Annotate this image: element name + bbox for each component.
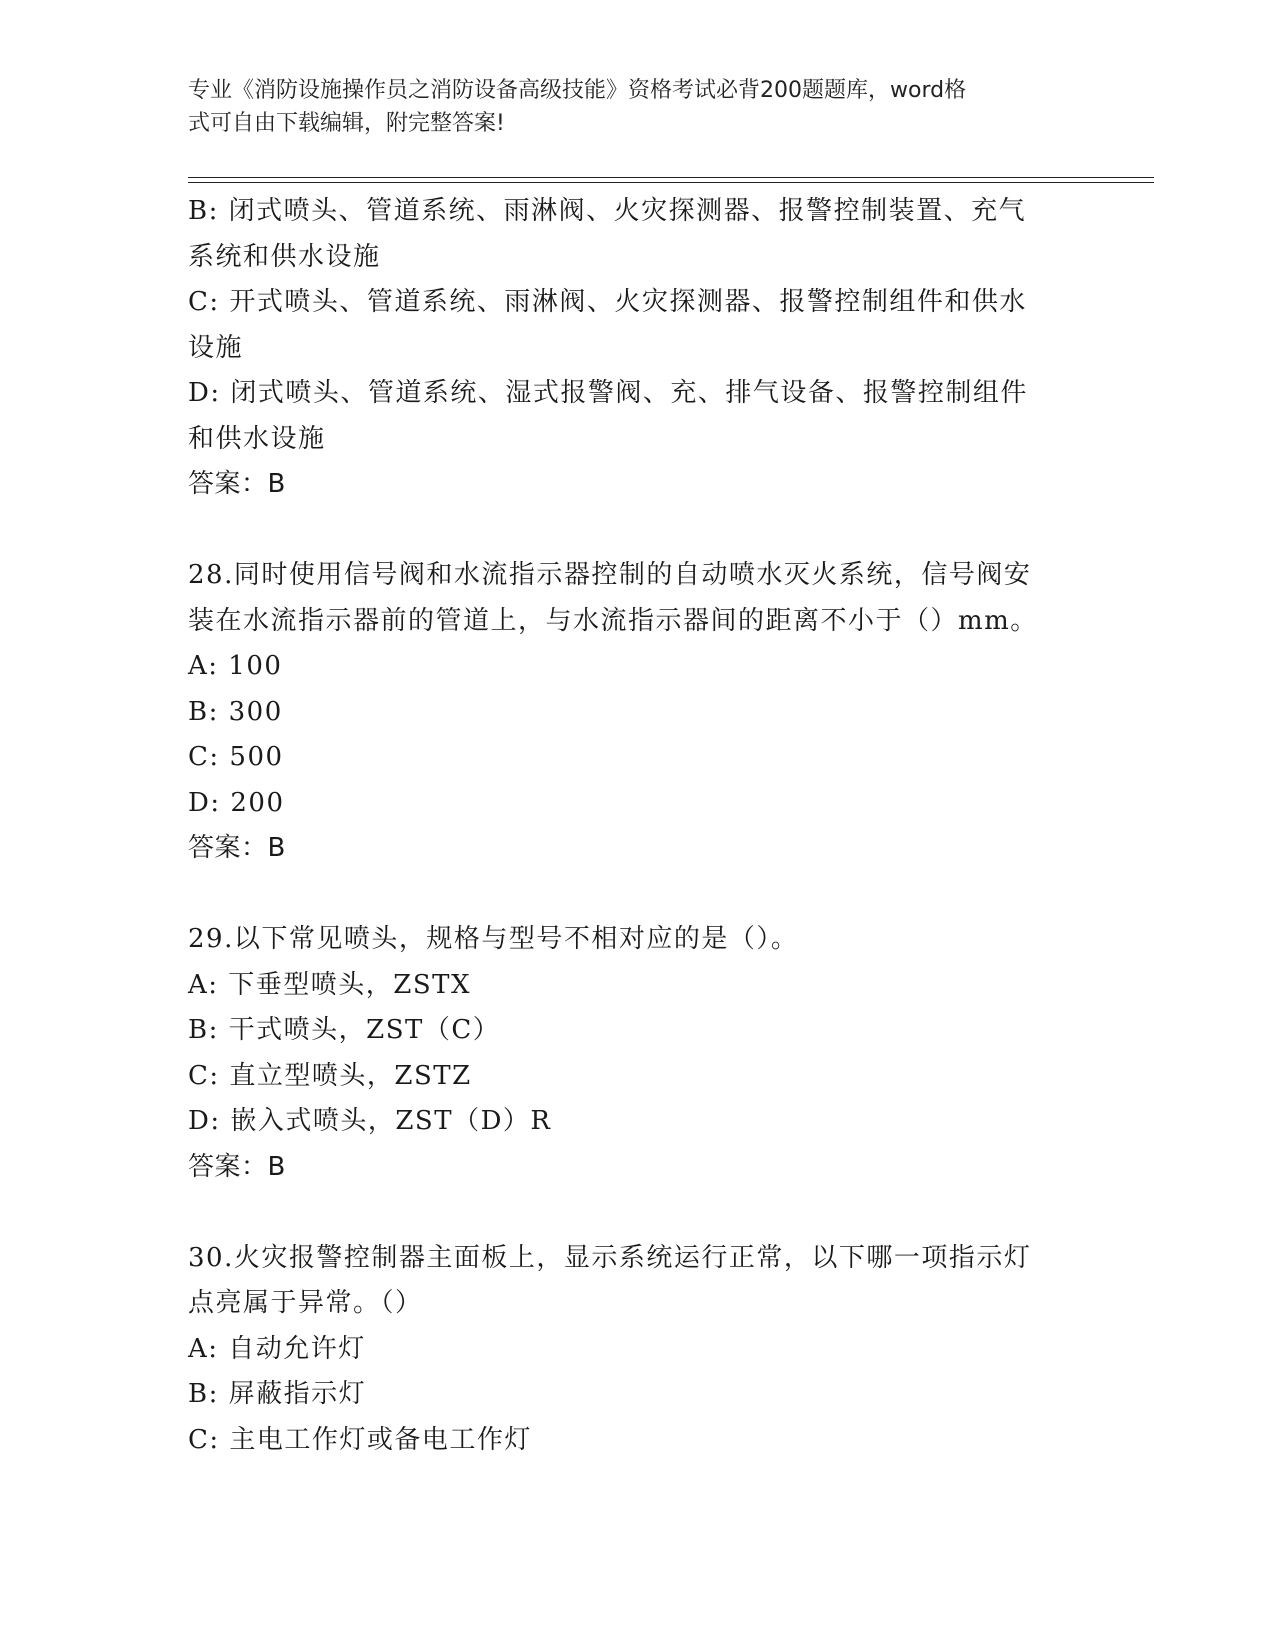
q29-option-a: A: 下垂型喷头，ZSTX (188, 969, 472, 1000)
q29-option-c: C: 直立型喷头，ZSTZ (188, 1060, 472, 1091)
q27-answer: 答案：B (188, 469, 286, 499)
document-header (188, 74, 1078, 140)
q30-option-b: B: 屏蔽指示灯 (188, 1379, 367, 1409)
question-27 (188, 189, 1088, 508)
header-line-1: 专业《消防设施操作员之消防设备高级技能》资格考试必背200题题库，word格 (188, 78, 967, 103)
question-content (188, 189, 1088, 1463)
q30-option-a: A: 自动允许灯 (188, 1333, 366, 1364)
q27-option-c-line-2: 设施 (188, 332, 244, 363)
q27-option-b-line-2: 系统和供水设施 (188, 241, 381, 272)
q28-option-b: B: 300 (188, 696, 283, 727)
q27-option-c-line-1: C: 开式喷头、管道系统、雨淋阀、火灾探测器、报警控制组件和供水 (188, 287, 1027, 317)
q29-option-d: D: 嵌入式喷头，ZST（D）R (188, 1106, 552, 1136)
q28-option-c: C: 500 (188, 742, 284, 772)
q29-stem-line-1: 29.以下常见喷头，规格与型号不相对应的是（）。 (188, 924, 799, 954)
q28-stem-line-1: 28.同时使用信号阀和水流指示器控制的自动喷水灭火系统，信号阀安 (188, 560, 1032, 590)
q28-option-a: A: 100 (188, 651, 283, 681)
q27-option-d-line-1: D: 闭式喷头、管道系统、湿式报警阀、充、排气设备、报警控制组件 (188, 378, 1028, 408)
q27-option-b-line-1: B: 闭式喷头、管道系统、雨淋阀、火灾探测器、报警控制装置、充气 (188, 196, 1027, 226)
question-28 (188, 553, 1088, 872)
q28-option-d: D: 200 (188, 787, 285, 818)
q29-answer: 答案：B (188, 1151, 286, 1182)
q30-option-c: C: 主电工作灯或备电工作灯 (188, 1424, 532, 1455)
question-30 (188, 1236, 1088, 1464)
spacer (188, 872, 1088, 918)
spacer (188, 508, 1088, 554)
q27-option-d-line-2: 和供水设施 (188, 423, 326, 454)
spacer (188, 1190, 1088, 1236)
header-divider-top (188, 177, 1154, 178)
question-29 (188, 917, 1088, 1190)
q30-stem-line-2: 点亮属于异常。（） (188, 1288, 423, 1318)
q30-stem-line-1: 30.火灾报警控制器主面板上，显示系统运行正常，以下哪一项指示灯 (188, 1242, 1032, 1273)
q28-answer: 答案：B (188, 833, 286, 863)
q28-stem-line-2: 装在水流指示器前的管道上，与水流指示器间的距离不小于（）mm。 (188, 605, 1038, 636)
q29-option-b: B: 干式喷头，ZST（C） (188, 1015, 501, 1045)
header-line-2: 式可自由下载编辑，附完整答案! (188, 111, 505, 136)
header-divider-bottom (188, 182, 1154, 183)
